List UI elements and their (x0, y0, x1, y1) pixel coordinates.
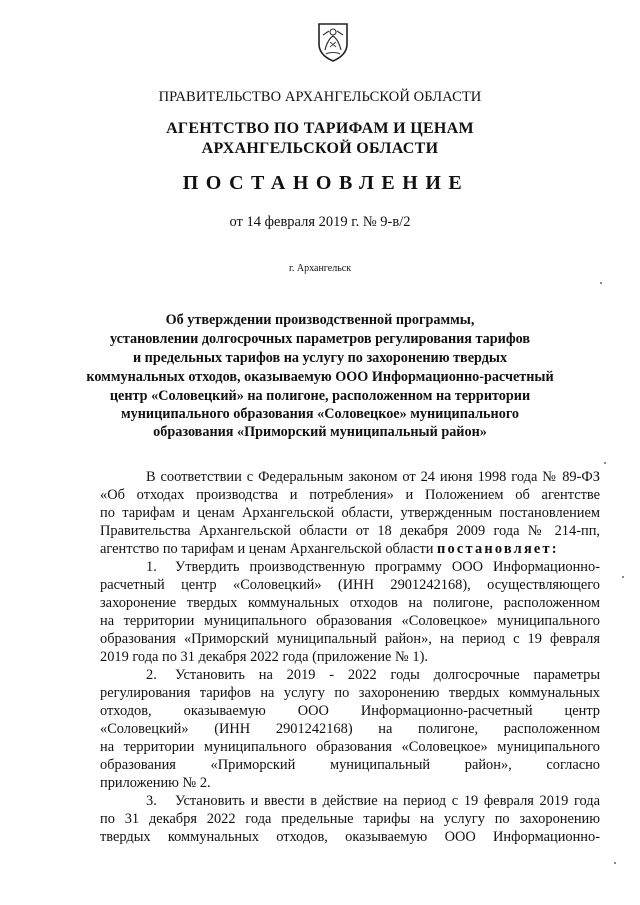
resolves-word: постановляет: (437, 541, 559, 557)
item-line: «Соловецкий» (ИНН 2901242168) на полигоне, расположенном (100, 721, 600, 737)
title-line: образования «Приморский муниципальный район» (153, 424, 487, 440)
item-line: на территории муниципального образования «Соловецкое» муниципального (100, 739, 600, 755)
title-line: установлении долгосрочных параметров регулирования тарифов (109, 331, 531, 347)
item-number: 3. (146, 793, 157, 809)
item-first-line: Утвердить производственную программу ООО Информационно- (175, 559, 600, 575)
agency-name-line-1: АГЕНТСТВО ПО ТАРИФАМ И ЦЕНАМ (166, 120, 474, 137)
scan-speck (614, 862, 616, 864)
coat-of-arms-emblem (316, 22, 350, 62)
item-number: 1. (146, 559, 157, 575)
item-line: расчетный центр «Соловецкий» (ИНН 2901242168), осуществляющего (100, 577, 600, 593)
scan-speck (604, 462, 606, 464)
scan-speck (600, 282, 602, 284)
item-first-line: Установить и ввести в действие на период с 19 февраля 2019 года (175, 793, 600, 809)
scan-speck (622, 576, 624, 578)
item-line: 2019 года по 31 декабря 2022 года (приложение № 1). (100, 649, 428, 665)
title-line: коммунальных отходов, оказываемую ООО Информационно-расчетный (86, 369, 554, 385)
preamble-line: Правительства Архангельской области от 18 декабря 2009 года № 214-пп, (100, 523, 600, 539)
document-date-number: от 14 февраля 2019 г. № 9-в/2 (229, 214, 411, 230)
item-line: регулирования тарифов на услугу по захоронению твердых коммунальных (100, 685, 600, 701)
item-line: приложению № 2. (100, 775, 211, 791)
title-line: центр «Соловецкий» на полигоне, расположенном на территории (109, 388, 531, 404)
government-name: ПРАВИТЕЛЬСТВО АРХАНГЕЛЬСКОЙ ОБЛАСТИ (158, 89, 482, 105)
preamble-line (100, 540, 600, 558)
preamble-line: В соответствии с Федеральным законом от 24 июня 1998 года № 89-ФЗ (146, 469, 600, 485)
item-line: образования «Приморский муниципальный район», согласно (100, 757, 600, 773)
item-line: образования «Приморский муниципальный район», на период с 19 февраля (100, 631, 600, 647)
title-line: и предельных тарифов на услугу по захоронению твердых (132, 350, 508, 366)
preamble-text: агентство по тарифам и ценам Архангельской области (100, 541, 434, 557)
agency-name-line-2: АРХАНГЕЛЬСКОЙ ОБЛАСТИ (201, 140, 439, 157)
item-line: захоронение твердых коммунальных отходов на полигоне, расположенном (100, 595, 600, 611)
document-type: ПОСТАНОВЛЕНИЕ (182, 172, 470, 194)
item-line: на территории муниципального образования «Соловецкое» муниципального (100, 613, 600, 629)
item-line: по 31 декабря 2022 года предельные тарифы на услугу по захоронению (100, 811, 600, 827)
title-line: Об утверждении производственной программы, (165, 312, 475, 328)
item-first-line: Установить на 2019 - 2022 годы долгосрочные параметры (175, 667, 600, 683)
preamble-line: «Об отходах производства и потребления» и Положением об агентстве (100, 487, 600, 503)
title-line: муниципального образования «Соловецкое» муниципального (120, 406, 520, 422)
preamble-line: по тарифам и ценам Архангельской области, утвержденным постановлением (100, 505, 600, 521)
document-city: г. Архангельск (288, 263, 352, 274)
item-line: твердых коммунальных отходов, оказываемую ООО Информационно- (100, 829, 600, 845)
item-number: 2. (146, 667, 157, 683)
item-line: отходов, оказываемую ООО Информационно-расчетный центр (100, 703, 600, 719)
